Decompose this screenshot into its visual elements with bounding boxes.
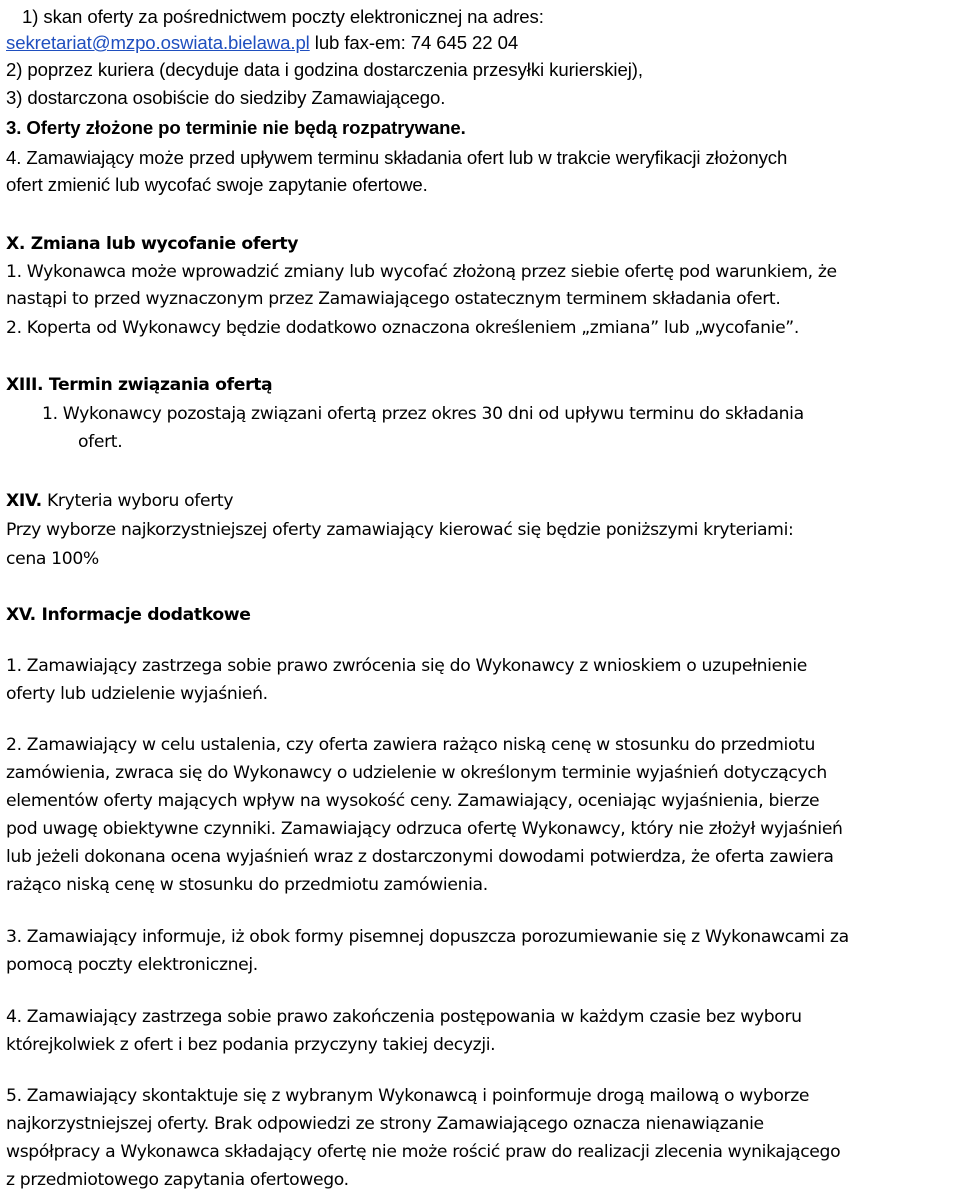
delivery-item-2: 2) poprzez kuriera (decyduje data i godzina dostarczenia przesyłki kurierskiej), [6, 59, 643, 80]
section-x-p2: 2. Koperta od Wykonawcy będzie dodatkowo oznaczona określeniem „zmiana” lub „wycofanie”. [6, 318, 799, 338]
point-3-late-offers: 3. Oferty złożone po terminie nie będą rozpatrywane. [6, 117, 466, 138]
delivery-item-3: 3) dostarczona osobiście do siedziby Zamawiającego. [6, 87, 446, 108]
section-xv-p1-line-2: oferty lub udzielenie wyjaśnień. [6, 684, 268, 704]
section-x-heading: X. Zmiana lub wycofanie oferty [6, 234, 299, 254]
delivery-item-1: 1) skan oferty za pośrednictwem poczty elektronicznej na adres: [22, 6, 544, 27]
section-xiv-p-line-2: cena 100% [6, 549, 99, 569]
section-xv-p2-line-6: rażąco niską cenę w stosunku do przedmiotu zamówienia. [6, 875, 488, 895]
section-xiii-heading: XIII. Termin związania ofertą [6, 375, 273, 395]
section-xv-p2-line-5: lub jeżeli dokonana ocena wyjaśnień wraz z dostarczonymi dowodami potwierdza, że oferta zawiera [6, 847, 834, 867]
point-4-line-2: ofert zmienić lub wycofać swoje zapytanie ofertowe. [6, 174, 428, 195]
email-link[interactable]: sekretariat@mzpo.oswiata.bielawa.pl [6, 32, 310, 53]
section-xv-p1-line-1: 1. Zamawiający zastrzega sobie prawo zwrócenia się do Wykonawcy z wnioskiem o uzupełnienie [6, 656, 808, 676]
section-xv-p4-line-2: którejkolwiek z ofert i bez podania przyczyny takiej decyzji. [6, 1035, 496, 1055]
section-xv-p5-line-1: 5. Zamawiający skontaktuje się z wybranym Wykonawcą i poinformuje drogą mailową o wyborze [6, 1086, 810, 1106]
fax-text: lub fax-em: 74 645 22 04 [309, 32, 519, 53]
section-x-p1-line-1: 1. Wykonawca może wprowadzić zmiany lub wycofać złożoną przez siebie ofertę pod warunkiem, że [6, 262, 837, 282]
section-xiii-p1-line-2: ofert. [78, 432, 123, 452]
section-xv-p5-line-3: współpracy a Wykonawca składający ofertę nie może rościć praw do realizacji zlecenia wynikającego [6, 1142, 841, 1162]
section-xiv-heading: XIV. Kryteria wyboru oferty [6, 491, 234, 511]
section-x-p1-line-2: nastąpi to przed wyznaczonym przez Zamawiającego ostatecznym terminem składania ofert. [6, 289, 781, 309]
section-xv-p3-line-1: 3. Zamawiający informuje, iż obok formy pisemnej dopuszcza porozumiewanie się z Wykonawcami za [6, 927, 849, 947]
delivery-item-1-cont [6, 32, 518, 54]
section-xv-p4-line-1: 4. Zamawiający zastrzega sobie prawo zakończenia postępowania w każdym czasie bez wyboru [6, 1007, 802, 1027]
section-xv-heading: XV. Informacje dodatkowe [6, 605, 251, 625]
section-xv-p5-line-4: z przedmiotowego zapytania ofertowego. [6, 1170, 349, 1190]
point-4-line-1: 4. Zamawiający może przed upływem terminu składania ofert lub w trakcie weryfikacji złożonych [6, 147, 788, 168]
section-xiv-p-line-1: Przy wyborze najkorzystniejszej oferty zamawiający kierować się będzie poniższymi kryteriami: [6, 520, 794, 540]
section-xv-p3-line-2: pomocą poczty elektronicznej. [6, 955, 258, 975]
section-xv-p2-line-1: 2. Zamawiający w celu ustalenia, czy oferta zawiera rażąco niską cenę w stosunku do przedmiotu [6, 735, 816, 755]
section-xv-p2-line-4: pod uwagę obiektywne czynniki. Zamawiający odrzuca ofertę Wykonawcy, który nie złożył wyjaśnień [6, 819, 843, 839]
section-xv-p2-line-3: elementów oferty mających wpływ na wysokość ceny. Zamawiający, oceniając wyjaśnienia, bierze [6, 791, 820, 811]
section-xv-p5-line-2: najkorzystniejszej oferty. Brak odpowiedzi ze strony Zamawiającego oznacza nienawiązanie [6, 1114, 764, 1134]
section-xv-p2-line-2: zamówienia, zwraca się do Wykonawcy o udzielenie w określonym terminie wyjaśnień dotyczących [6, 763, 827, 783]
section-xiii-p1-line-1: 1. Wykonawcy pozostają związani ofertą przez okres 30 dni od upływu terminu do składania [42, 404, 804, 424]
